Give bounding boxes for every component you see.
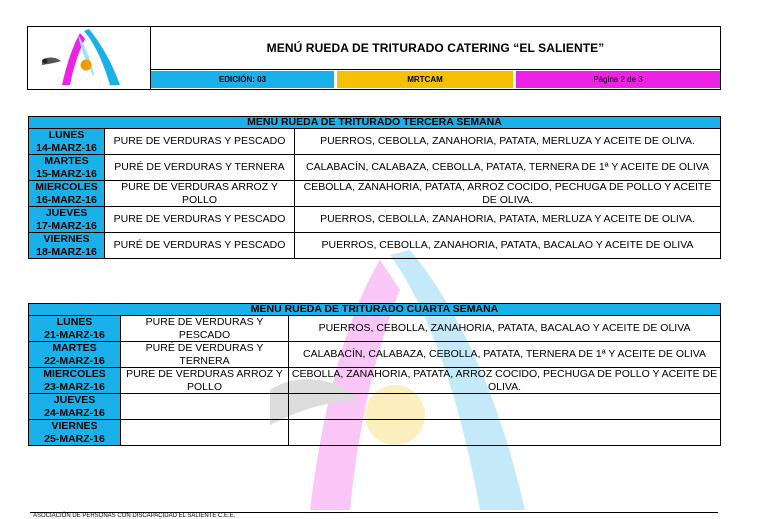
table-row — [29, 420, 721, 446]
table-row — [29, 342, 721, 368]
footer-text: ASOCIACIÓN DE PERSONAS CON DISCAPACIDAD EL SALIENTE C.E.E. — [33, 513, 236, 519]
day-cell: MARTES 15-MARZ-16 — [29, 155, 105, 181]
page-number: Página 2 de 3 — [516, 71, 720, 88]
saliente-logo-icon — [28, 27, 150, 89]
week3-heading: MENU RUEDA DE TRITURADO TERCERA SEMANA — [29, 117, 721, 129]
table-row — [29, 129, 721, 155]
day-cell: LUNES 14-MARZ-16 — [29, 129, 105, 155]
table-row — [29, 233, 721, 259]
document-title: MENÚ RUEDA DE TRITURADO CATERING “EL SALIENTE” — [151, 27, 720, 70]
table-row — [29, 155, 721, 181]
table-row — [29, 368, 721, 394]
day-cell: MARTES 22-MARZ-16 — [29, 342, 121, 368]
document-code: MRTCAM — [337, 71, 513, 88]
week3-menu-table — [28, 116, 721, 259]
day-cell: JUEVES 24-MARZ-16 — [29, 394, 121, 420]
table-row — [29, 394, 721, 420]
dish-cell: PURÉ DE VERDURAS Y TERNERA — [105, 155, 295, 181]
day-cell: MIERCOLES 23-MARZ-16 — [29, 368, 121, 394]
ingredients-cell: CALABACÍN, CALABAZA, CEBOLLA, PATATA, TERNERA DE 1ª Y ACEITE DE OLIVA — [289, 342, 721, 368]
header-meta-row — [151, 70, 720, 89]
day-cell: VIERNES 18-MARZ-16 — [29, 233, 105, 259]
document-header — [27, 26, 721, 90]
dish-cell — [121, 420, 289, 446]
day-cell: MIERCOLES 16-MARZ-16 — [29, 181, 105, 207]
dish-cell: PURE DE VERDURAS ARROZ Y POLLO — [105, 181, 295, 207]
ingredients-cell: CEBOLLA, ZANAHORIA, PATATA, ARROZ COCIDO, PECHUGA DE POLLO Y ACEITE DE OLIVA. — [295, 181, 721, 207]
dish-cell: PURE DE VERDURAS Y PESCADO — [105, 207, 295, 233]
dish-cell: PURE DE VERDURAS Y PESCADO — [121, 316, 289, 342]
week4-heading: MENU RUEDA DE TRITURADO CUARTA SEMANA — [29, 304, 721, 316]
dish-cell: PURÉ DE VERDURAS Y TERNERA — [121, 342, 289, 368]
edition-label: EDICIÓN: 03 — [151, 71, 334, 88]
day-cell: VIERNES 25-MARZ-16 — [29, 420, 121, 446]
ingredients-cell: PUERROS, CEBOLLA, ZANAHORIA, PATATA, MERLUZA Y ACEITE DE OLIVA. — [295, 129, 721, 155]
day-cell: LUNES 21-MARZ-16 — [29, 316, 121, 342]
dish-cell: PURE DE VERDURAS Y PESCADO — [105, 129, 295, 155]
dish-cell: PURÉ DE VERDURAS Y PESCADO — [105, 233, 295, 259]
ingredients-cell — [289, 420, 721, 446]
day-cell: JUEVES 17-MARZ-16 — [29, 207, 105, 233]
table-row — [29, 316, 721, 342]
week4-menu-table — [28, 303, 721, 446]
ingredients-cell: CEBOLLA, ZANAHORIA, PATATA, ARROZ COCIDO, PECHUGA DE POLLO Y ACEITE DE OLIVA. — [289, 368, 721, 394]
table-row — [29, 207, 721, 233]
dish-cell — [121, 394, 289, 420]
ingredients-cell: PUERROS, CEBOLLA, ZANAHORIA, PATATA, BACALAO Y ACEITE DE OLIVA — [295, 233, 721, 259]
ingredients-cell — [289, 394, 721, 420]
ingredients-cell: PUERROS, CEBOLLA, ZANAHORIA, PATATA, BACALAO Y ACEITE DE OLIVA — [289, 316, 721, 342]
ingredients-cell: CALABACÍN, CALABAZA, CEBOLLA, PATATA, TERNERA DE 1ª Y ACEITE DE OLIVA — [295, 155, 721, 181]
ingredients-cell: PUERROS, CEBOLLA, ZANAHORIA, PATATA, MERLUZA Y ACEITE DE OLIVA. — [295, 207, 721, 233]
dish-cell: PURE DE VERDURAS ARROZ Y POLLO — [121, 368, 289, 394]
logo-cell — [28, 27, 151, 89]
table-row — [29, 181, 721, 207]
